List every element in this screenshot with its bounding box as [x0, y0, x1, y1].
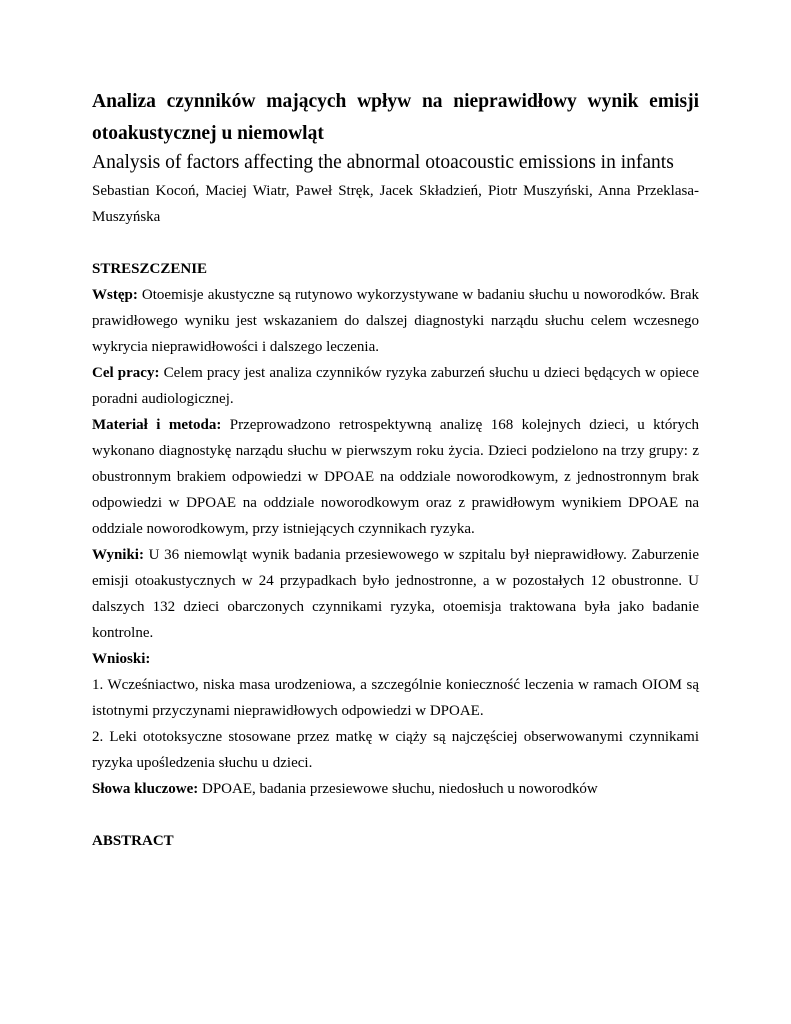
wstep-label: Wstęp: — [92, 287, 138, 303]
wyniki-paragraph — [92, 542, 699, 646]
wnioski-label: Wnioski: — [92, 651, 151, 667]
material-paragraph — [92, 412, 699, 542]
keywords-text: DPOAE, badania przesiewowe słuchu, niedosłuch u noworodków — [198, 781, 598, 797]
wyniki-text: U 36 niemowląt wynik badania przesiewowego w szpitalu był nieprawidłowy. Zaburzenie emisji otoakustycznych w 24 przypadkach było jednostronne, a w pozostałych 12 obustronne. U dalszych 132 dzieci obarczonych czynnikami ryzyka, otoemisja traktowana była jako badanie kontrolne. — [92, 547, 699, 641]
cel-label: Cel pracy: — [92, 365, 160, 381]
spacer — [92, 802, 699, 828]
title-polish: Analiza czynników mających wpływ na nieprawidłowy wynik emisji otoakustycznej u niemowląt — [92, 91, 699, 144]
streszczenie-heading: STRESZCZENIE — [92, 261, 208, 277]
authors: Sebastian Kocoń, Maciej Wiatr, Paweł Stręk, Jacek Składzień, Piotr Muszyński, Anna Przeklasa-Muszyńska — [92, 183, 699, 225]
spacer — [92, 230, 699, 256]
keywords-label: Słowa kluczowe: — [92, 781, 199, 797]
cel-paragraph — [92, 360, 699, 412]
material-label: Materiał i metoda: — [92, 417, 222, 433]
wnioski-paragraph — [92, 646, 699, 672]
wyniki-label: Wyniki: — [92, 547, 144, 563]
abstract-heading: ABSTRACT — [92, 833, 174, 849]
wnioski-item-1: 1. Wcześniactwo, niska masa urodzeniowa, a szczególnie konieczność leczenia w ramach OIOM są istotnymi przyczynami nieprawidłowych odpowiedzi w DPOAE. — [92, 677, 699, 719]
wstep-paragraph — [92, 282, 699, 360]
title-english: Analysis of factors affecting the abnormal otoacoustic emissions in infants — [92, 152, 674, 173]
keywords-paragraph — [92, 776, 699, 802]
cel-text: Celem pracy jest analiza czynników ryzyka zaburzeń słuchu u dzieci będących w opiece poradni audiologicznej. — [92, 365, 700, 407]
wstep-text: Otoemisje akustyczne są rutynowo wykorzystywane w badaniu słuchu u noworodków. Brak prawidłowego wyniku jest wskazaniem do dalszej diagnostyki narządu słuchu celem wczesnego wykrycia nieprawidłowości i dalszego leczenia. — [92, 287, 699, 355]
material-text: Przeprowadzono retrospektywną analizę 168 kolejnych dzieci, u których wykonano diagnostykę narządu słuchu w pierwszym roku życia. Dzieci podzielono na trzy grupy: z obustronnym brakiem odpowiedzi w DPOAE na oddziale noworodkowym, z jednostronnym brak odpowiedzi w DPOAE na oddziale noworodkowym oraz z prawidłowym wynikiem DPOAE na oddziale noworodkowym, przy istniejących czynnikach ryzyka. — [92, 417, 699, 537]
wnioski-item-2: 2. Leki ototoksyczne stosowane przez matkę w ciąży są najczęściej obserwowanymi czynnikami ryzyka upośledzenia słuchu u dzieci. — [92, 729, 699, 771]
